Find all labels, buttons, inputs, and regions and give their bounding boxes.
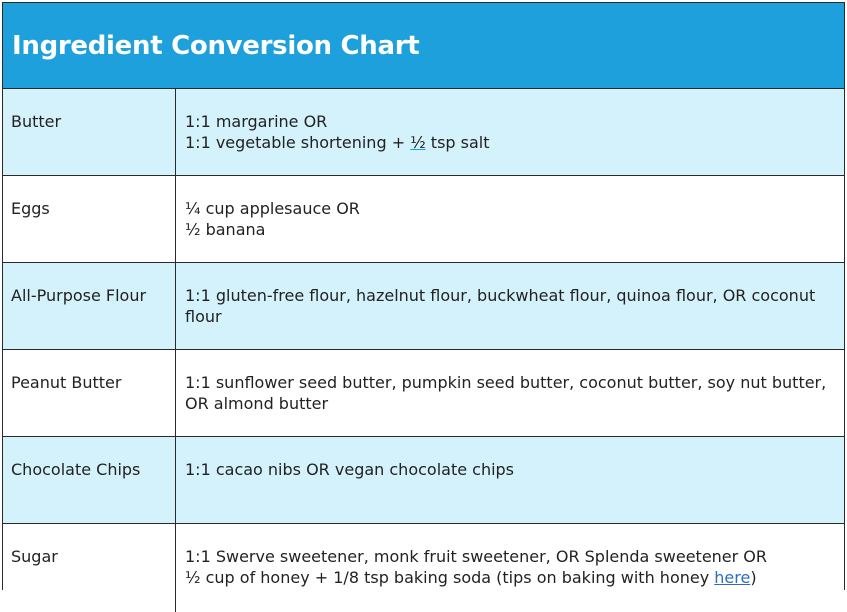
ingredient-name: Butter — [3, 89, 176, 175]
substitution-text: 1:1 vegetable shortening + — [185, 133, 411, 152]
substitution-text: tsp salt — [425, 133, 490, 152]
table-row-peanut-butter — [3, 350, 844, 437]
substitution-text: ) — [750, 568, 757, 587]
substitution-cell — [176, 437, 844, 523]
substitution-cell — [176, 350, 844, 436]
substitution-line — [185, 132, 830, 153]
table-row-eggs — [3, 176, 844, 263]
conversion-chart — [2, 2, 845, 590]
substitution-cell — [176, 524, 844, 612]
substitution-line — [185, 567, 830, 588]
substitution-line: 1:1 cacao nibs OR vegan chocolate chips — [185, 460, 515, 479]
substitution-line: 1:1 Swerve sweetener, monk fruit sweetener, OR Splenda sweetener OR — [185, 547, 768, 566]
chart-title: Ingredient Conversion Chart — [12, 30, 420, 61]
chart-rows — [3, 89, 844, 612]
honey-tips-link[interactable]: here — [714, 568, 751, 587]
substitution-cell — [176, 263, 844, 349]
ingredient-name: All-Purpose Flour — [3, 263, 176, 349]
table-row-butter — [3, 89, 844, 176]
substitution-cell — [176, 89, 844, 175]
substitution-line: 1:1 gluten-free flour, hazelnut flour, buckwheat flour, quinoa flour, OR coconut flour — [185, 286, 816, 326]
ingredient-name: Sugar — [3, 524, 176, 612]
table-row-flour — [3, 263, 844, 350]
ingredient-name: Chocolate Chips — [3, 437, 176, 523]
substitution-text: ½ cup of honey + 1/8 tsp baking soda (tips on baking with honey — [185, 568, 715, 587]
substitution-line: 1:1 margarine OR — [185, 112, 328, 131]
table-row-sugar — [3, 524, 844, 612]
substitution-cell — [176, 176, 844, 262]
table-row-chocolate-chips — [3, 437, 844, 524]
spellcheck-marked-text: ½ — [410, 133, 426, 152]
substitution-line: ½ banana — [185, 220, 266, 239]
chart-header — [3, 3, 844, 89]
ingredient-name: Peanut Butter — [3, 350, 176, 436]
substitution-line: 1:1 sunflower seed butter, pumpkin seed butter, coconut butter, soy nut butter, OR almond butter — [185, 373, 827, 413]
ingredient-name: Eggs — [3, 176, 176, 262]
substitution-line: ¼ cup applesauce OR — [185, 199, 360, 218]
